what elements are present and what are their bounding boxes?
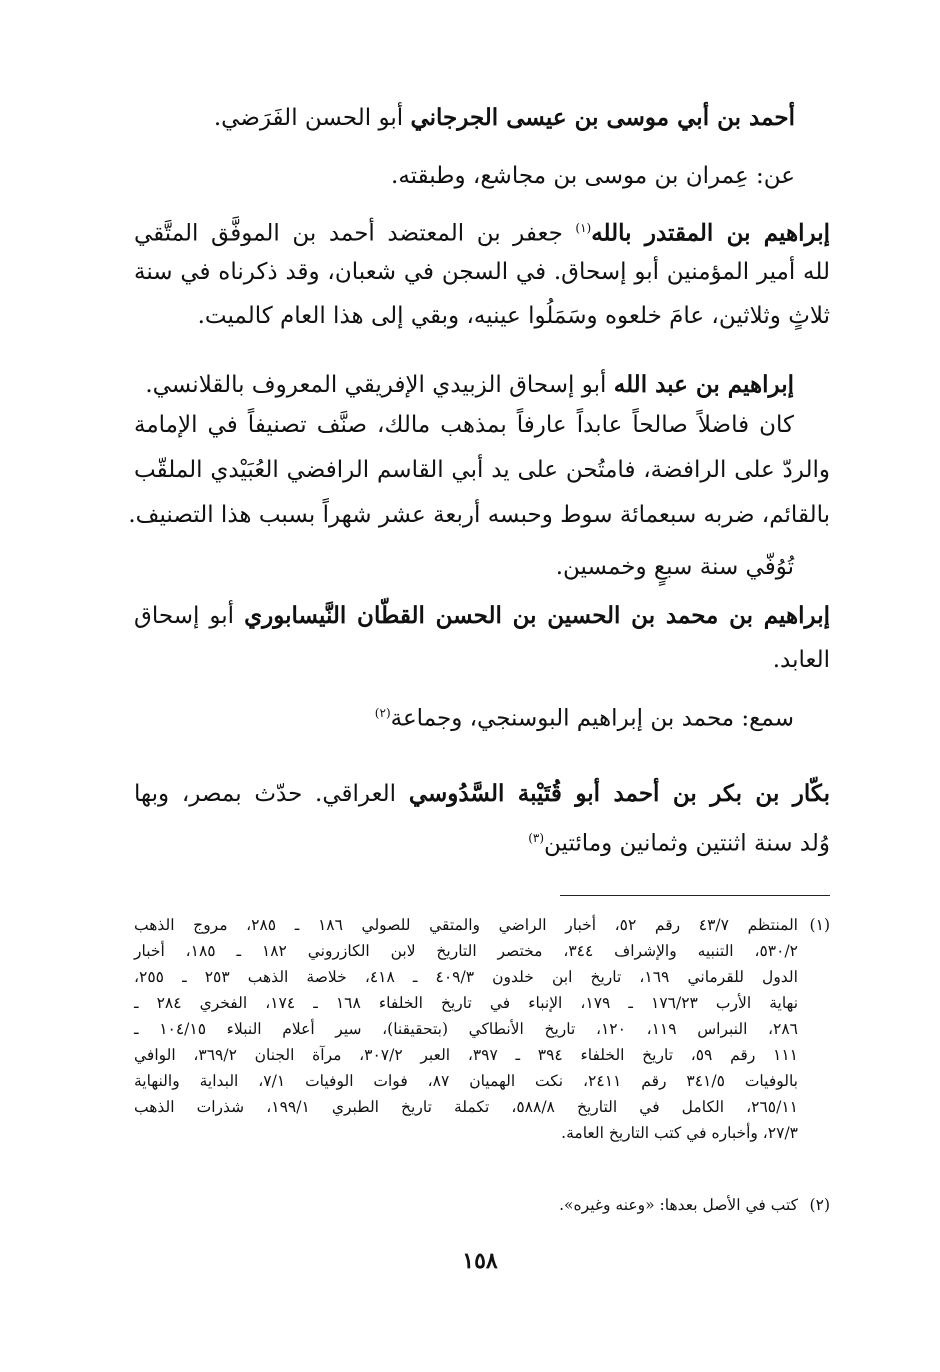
entry-ibrahim-ibn-al-muqtadir: [134, 210, 830, 330]
entry-heading: أحمد بن أبي موسى بن عيسى الجرجاني: [410, 104, 795, 131]
entry-title-line: [134, 210, 830, 252]
footnote-line: ٢٨٦، النبراس ١١٩، ١٢٠، تاريخ الأنطاكي (بتحقيقنا)، سير أعلام النبلاء ١٠٤/١٥ ـ: [134, 1020, 799, 1038]
entry-text-line: كان فاضلاً صالحاً عابداً عارفاً بمذهب مالك، صنَّف تصنيفاً في الإمامة: [134, 412, 794, 438]
entry-title-rest: العراقي. حدّث بمصر، وبها: [134, 781, 409, 807]
entry-title-line: [214, 100, 795, 136]
footnote-ref: (٢): [374, 706, 391, 720]
entry-title-line: [145, 367, 794, 403]
footnote-2: [134, 1192, 830, 1220]
entry-heading: إبراهيم بن محمد بن الحسين بن الحسن القطّان النَّيسابوري: [244, 602, 830, 629]
footnote-ref: (١): [575, 221, 592, 235]
entry-text-line: بالقائم، ضربه سبعمائة سوط وحبسه أربعة عشر شهراً بسبب هذا التصنيف.: [128, 502, 830, 528]
entry-title-rest: جعفر بن المعتضد أحمد بن الموفَّق المتَّقي: [134, 220, 576, 247]
entry-text-line: العابد.: [772, 647, 830, 673]
entry-text-line: [375, 695, 794, 737]
entry-text-line: ثلاثٍ وثلاثين، عامَ خلعوه وسَمَلُوا عينيه، وبقي إلى هذا العام كالميت.: [197, 303, 830, 329]
footnote-line: نهاية الأرب ١٧٦/٢٣ ـ ١٧٩، الإنباء في تاريخ الخلفاء ١٦٨ ـ ١٧٤، الفخري ٢٨٤ ـ: [134, 994, 799, 1012]
footnote-ref: (٣): [528, 831, 545, 845]
footnote-separator: [560, 895, 830, 896]
page-number: ١٥٨: [462, 1248, 498, 1274]
entry-text-line: والردّ على الرافضة، فامتُحن على يد أبي القاسم الرافضي العُبَيْدي الملقّب: [134, 457, 830, 483]
entry-text: وُلد سنة اثنتين وثمانين ومائتين: [544, 830, 830, 857]
entry-heading: إبراهيم بن المقتدر بالله: [591, 219, 830, 247]
footnote-line: ٢٧/٣، وأخباره في كتب التاريخ العامة.: [561, 1124, 798, 1142]
entry-heading: بكّار بن بكر بن أحمد أبو قُتَيْبة السَّدُوسي: [408, 780, 830, 807]
entry-text-line: [528, 820, 830, 862]
entry-bakkar-al-sadusi: [134, 776, 830, 856]
footnote-line: كتب في الأصل بعدها: «وعنه وغيره».: [559, 1196, 798, 1214]
footnote-number: (١): [809, 916, 830, 934]
entry-title-rest: أبو إسحاق الزبيدي الإفريقي المعروف بالقلانسي.: [145, 372, 614, 398]
entry-title-line: [134, 776, 830, 812]
footnote-line: ٢٦٥/١١، الكامل في التاريخ ٥٨٨/٨، تكملة تاريخ الطبري ١٩٩/١، شذرات الذهب: [134, 1098, 798, 1116]
footnote-line: ٥٣٠/٢، التنبيه والإشراف ٣٤٤، مختصر التاريخ لابن الكازروني ١٨٢ ـ ١٨٥، أخبار: [134, 942, 799, 960]
footnote-line: الدول للقرماني ١٦٩، تاريخ ابن خلدون ٤٠٩/٣ ـ ٤١٨، خلاصة الذهب ٢٥٣ ـ ٢٥٥،: [134, 968, 798, 986]
entry-title-rest: أبو الحسن الفَرَضي.: [213, 105, 411, 131]
entry-title-line: [134, 598, 830, 634]
entry-title-rest: أبو إسحاق: [134, 603, 245, 629]
entry-text: سمع: محمد بن إبراهيم البوسنجي، وجماعة: [390, 705, 794, 732]
footnote-line: بالوفيات ٣٤١/٥ رقم ٢٤١١، نكت الهميان ٨٧، فوات الوفيات ٧/١، البداية والنهاية: [134, 1072, 798, 1090]
entry-ibrahim-al-qattan: [134, 598, 830, 738]
entry-heading: إبراهيم بن عبد الله: [613, 371, 794, 398]
footnote-line: ١١١ رقم ٥٩، تاريخ الخلفاء ٣٩٤ ـ ٣٩٧، العبر ٣٠٧/٢، مرآة الجنان ٣٦٩/٢، الوافي: [134, 1046, 798, 1064]
entry-ibrahim-al-qalanisi: [128, 367, 830, 587]
footnote-line: المنتظم ٤٣/٧ رقم ٥٢، أخبار الراضي والمتقي للصولي ١٨٦ ـ ٢٨٥، مروج الذهب: [134, 916, 798, 934]
footnote-1: [134, 912, 830, 1148]
footnote-number: (٢): [809, 1196, 830, 1214]
entry-text-line: عن: عِمران بن موسى بن مجاشع، وطبقته.: [391, 163, 795, 189]
entry-text-line: لله أمير المؤمنين أبو إسحاق. في السجن في شعبان، وقد ذكرناه في سنة: [134, 259, 830, 285]
entry-text-line: تُوُفّي سنة سبعٍ وخمسين.: [555, 554, 794, 580]
entry-ahmad-al-jurjani: [135, 100, 795, 190]
